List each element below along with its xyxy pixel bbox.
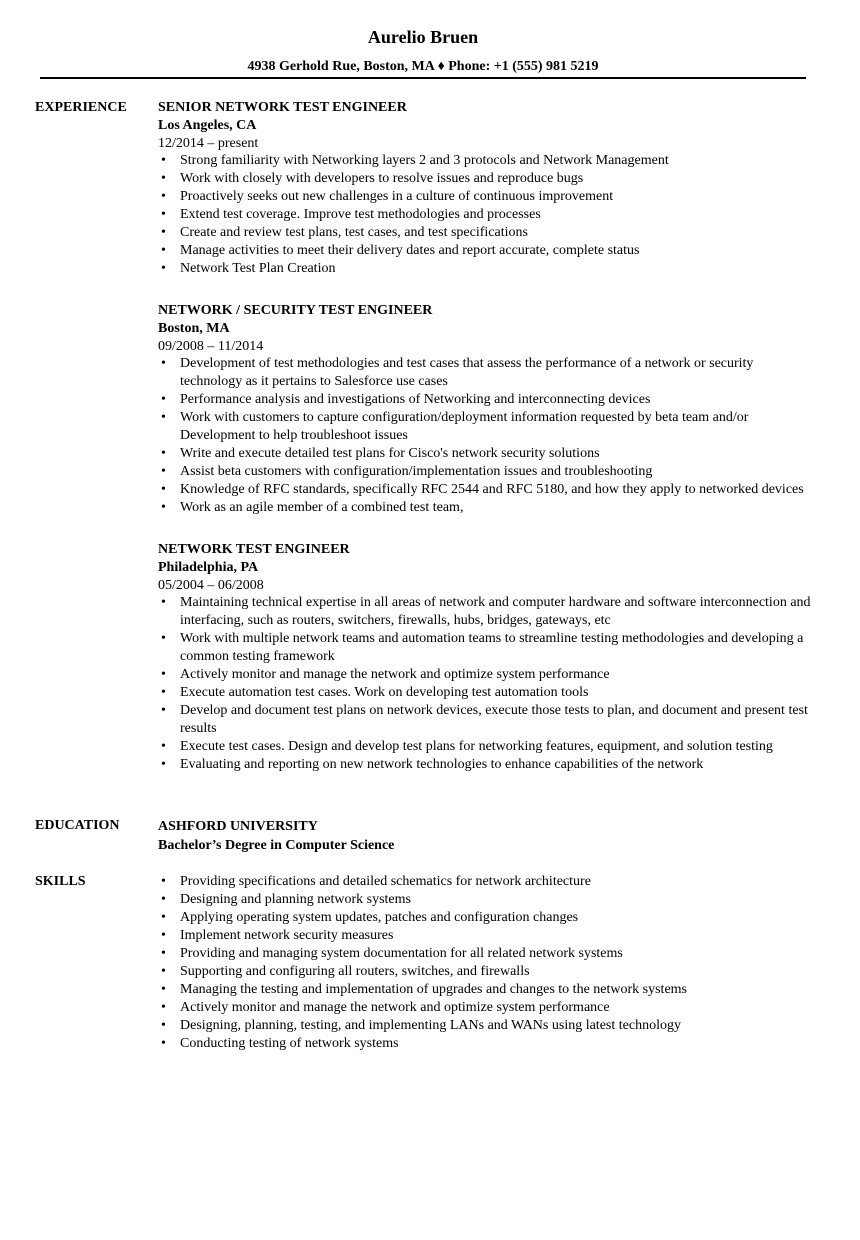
job-bullets — [158, 355, 818, 517]
job-location: Philadelphia, PA — [158, 560, 259, 575]
list-item: • Knowledge of RFC standards, specifically RFC 2544 and RFC 5180, and how they apply to networked devices — [158, 481, 818, 499]
list-item: • Extend test coverage. Improve test methodologies and processes — [158, 206, 818, 224]
job-entry — [158, 99, 818, 278]
list-item: • Work with multiple network teams and automation teams to streamline testing methodologies and developing a common testing framework — [158, 630, 818, 666]
list-item: • Actively monitor and manage the network and optimize system performance — [158, 999, 818, 1017]
job-entry — [158, 302, 818, 517]
job-dates: 05/2004 – 06/2008 — [158, 578, 264, 593]
list-item: • Designing, planning, testing, and implementing LANs and WANs using latest technology — [158, 1017, 818, 1035]
job-dates: 12/2014 – present — [158, 136, 259, 151]
skills-section-label: SKILLS — [35, 874, 86, 889]
job-dates: 09/2008 – 11/2014 — [158, 339, 264, 354]
list-item: • Create and review test plans, test cases, and test specifications — [158, 224, 818, 242]
education-section-label: EDUCATION — [35, 818, 120, 833]
list-item: • Strong familiarity with Networking layers 2 and 3 protocols and Network Management — [158, 152, 818, 170]
job-title: SENIOR NETWORK TEST ENGINEER — [158, 100, 407, 115]
job-bullets — [158, 594, 818, 774]
list-item: • Manage activities to meet their delivery dates and report accurate, complete status — [158, 242, 818, 260]
list-item: • Develop and document test plans on network devices, execute those tests to plan, and document and present test results — [158, 702, 818, 738]
job-location: Boston, MA — [158, 321, 230, 336]
list-item: • Work as an agile member of a combined test team, — [158, 499, 818, 517]
list-item: • Proactively seeks out new challenges in a culture of continuous improvement — [158, 188, 818, 206]
skills-list — [158, 873, 818, 1053]
list-item: • Supporting and configuring all routers, switches, and firewalls — [158, 963, 818, 981]
list-item: • Providing and managing system documentation for all related network systems — [158, 945, 818, 963]
list-item: • Conducting testing of network systems — [158, 1035, 818, 1053]
job-title: NETWORK / SECURITY TEST ENGINEER — [158, 303, 433, 318]
experience-section — [158, 99, 818, 798]
list-item: • Development of test methodologies and test cases that assess the performance of a network or security technology as it pertains to Salesforce use cases — [158, 355, 818, 391]
list-item: • Designing and planning network systems — [158, 891, 818, 909]
list-item: • Maintaining technical expertise in all areas of network and computer hardware and software interconnection and interfacing, such as routers, switchers, firewalls, hubs, bridges, gateways, etc — [158, 594, 818, 630]
list-item: • Execute test cases. Design and develop test plans for networking features, equipment, and solution testing — [158, 738, 818, 756]
candidate-name: Aurelio Bruen — [367, 27, 479, 47]
list-item: • Managing the testing and implementation of upgrades and changes to the network systems — [158, 981, 818, 999]
degree-name: Bachelor’s Degree in Computer Science — [158, 838, 395, 853]
list-item: • Work with closely with developers to resolve issues and reproduce bugs — [158, 170, 818, 188]
list-item: • Providing specifications and detailed schematics for network architecture — [158, 873, 818, 891]
job-title: NETWORK TEST ENGINEER — [158, 542, 350, 557]
header-divider — [40, 77, 806, 79]
job-entry — [158, 541, 818, 774]
job-location: Los Angeles, CA — [158, 118, 257, 133]
list-item: • Execute automation test cases. Work on developing test automation tools — [158, 684, 818, 702]
list-item: • Implement network security measures — [158, 927, 818, 945]
contact-line: 4938 Gerhold Rue, Boston, MA ♦ Phone: +1 (555) 981 5219 — [247, 59, 599, 74]
list-item: • Work with customers to capture configuration/deployment information requested by beta team and/or Development to help troubleshoot issues — [158, 409, 818, 445]
experience-section-label: EXPERIENCE — [35, 100, 127, 115]
list-item: • Network Test Plan Creation — [158, 260, 818, 278]
list-item: • Applying operating system updates, patches and configuration changes — [158, 909, 818, 927]
list-item: • Performance analysis and investigations of Networking and interconnecting devices — [158, 391, 818, 409]
list-item: • Write and execute detailed test plans for Cisco's network security solutions — [158, 445, 818, 463]
list-item: • Evaluating and reporting on new network technologies to enhance capabilities of the network — [158, 756, 818, 774]
list-item: • Assist beta customers with configuration/implementation issues and troubleshooting — [158, 463, 818, 481]
skills-section — [158, 873, 818, 1053]
job-bullets — [158, 152, 818, 278]
education-section — [158, 818, 818, 855]
list-item: • Actively monitor and manage the network and optimize system performance — [158, 666, 818, 684]
school-name: ASHFORD UNIVERSITY — [158, 819, 318, 834]
